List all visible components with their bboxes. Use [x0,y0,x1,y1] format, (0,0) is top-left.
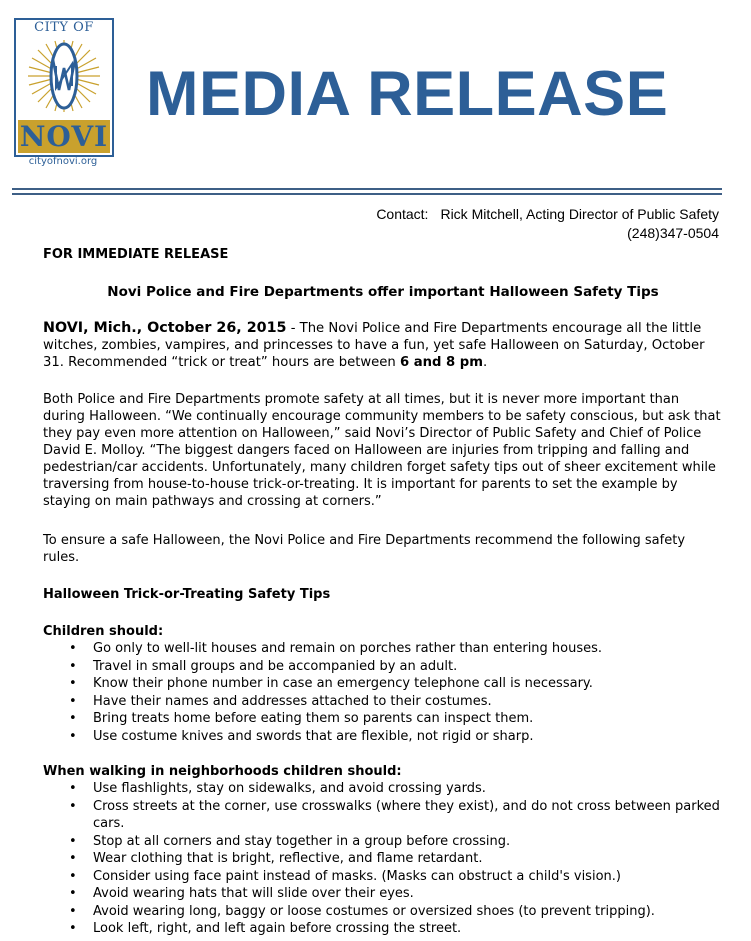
logo-url: cityofnovi.org [28,156,98,167]
bullet-icon: • [69,641,77,656]
contact-phone: (248)347-0504 [627,225,719,241]
logo-emblem-icon [26,38,102,114]
bullet-icon: • [69,711,77,726]
list-item: • Stop at all corners and stay together in a group before crossing. [69,833,511,849]
list-item: • Look left, right, and left again before crossing the street. [69,921,462,936]
list-item: • Use flashlights, stay on sidewalks, and avoid crossing yards. [69,781,486,796]
quote-paragraph: Both Police and Fire Departments promote safety at all times, but it is never more important than during Halloween. “We continually encourage community members to be safety conscious, but ask that they pay even more attention on Halloween,” said Novi’s Director of Public Safety and Chief of Police David E. Molloy. “The biggest dangers faced on Halloween are injuries from tripping and falling and pedestrian/car accidents. Unfortunately, many children forget safety tips out of sheer excitement while traversing from house-to-house trick-or-treating. It is important for parents to set the example by staying on main pathways and crossing at corners.” [43,392,721,509]
list-item: • Go only to well-lit houses and remain on porches rather than entering houses. [69,641,603,656]
header-divider-bottom [12,193,722,195]
children-list [43,640,723,745]
headline: Novi Police and Fire Departments offer important Halloween Safety Tips [107,284,659,300]
header-divider-top [12,188,722,190]
list-item: • Have their names and addresses attached to their costumes. [69,693,492,709]
lead-paragraph [43,320,723,371]
bullet-icon: • [69,886,77,901]
bullet-icon: • [69,868,77,884]
intro-paragraph: To ensure a safe Halloween, the Novi Police and Fire Departments recommend the following safety rules. [43,533,686,565]
lead-text-end: . [482,355,488,370]
bullet-icon: • [69,851,77,866]
bullet-icon: • [69,798,77,814]
bullet-icon: • [69,728,77,744]
list-item: • Avoid wearing long, baggy or loose costumes or oversized shoes (to prevent tripping). [69,903,655,919]
list-item: • Wear clothing that is bright, reflective, and flame retardant. [69,851,483,866]
bullet-icon: • [69,658,77,674]
walking-heading: When walking in neighborhoods children should: [43,764,402,779]
bullet-icon: • [69,903,77,919]
contact-name: Rick Mitchell, Acting Director of Public Safety [440,206,719,222]
children-heading: Children should: [43,624,164,639]
contact-label: Contact: [376,206,429,222]
dateline: NOVI, Mich., October 26, 2015 [43,320,287,336]
list-item: • Know their phone number in case an emergency telephone call is necessary. [69,676,593,691]
bullet-icon: • [69,833,77,849]
list-item: • Consider using face paint instead of masks. (Masks can obstruct a child's vision.) [69,868,621,884]
list-item: • Cross streets at the corner, use crosswalks (where they exist), and do not cross between parked cars. [69,798,720,831]
logo-city-of-text: CITY OF [34,20,94,35]
bullet-icon: • [69,676,77,691]
logo-novi-band [18,120,110,153]
contact-block [376,205,719,243]
trick-or-treat-hours: 6 and 8 pm [399,355,483,370]
bullet-icon: • [69,921,77,936]
tips-heading: Halloween Trick-or-Treating Safety Tips [43,587,331,602]
logo-novi-text: NOVI [19,120,109,153]
contact-line [376,205,719,224]
logo-frame [14,18,114,157]
media-release-title: MEDIA RELEASE [146,59,669,129]
lead-text: - The Novi Police and Fire Departments encourage all the little witches, zombies, vampires, and princesses to have a fun, yet safe Halloween on Saturday, October 31. Recommended “trick or treat” hours are between [43,321,705,370]
list-item: • Travel in small groups and be accompanied by an adult. [69,658,458,674]
list-item: • Use costume knives and swords that are flexible, not rigid or sharp. [69,728,534,744]
release-label: FOR IMMEDIATE RELEASE [43,247,229,262]
list-item: • Bring treats home before eating them so parents can inspect them. [69,711,534,726]
bullet-icon: • [69,693,77,709]
city-of-novi-logo [14,18,112,168]
list-item: • Avoid wearing hats that will slide over their eyes. [69,886,414,901]
walking-list [43,780,723,938]
bullet-icon: • [69,781,77,796]
